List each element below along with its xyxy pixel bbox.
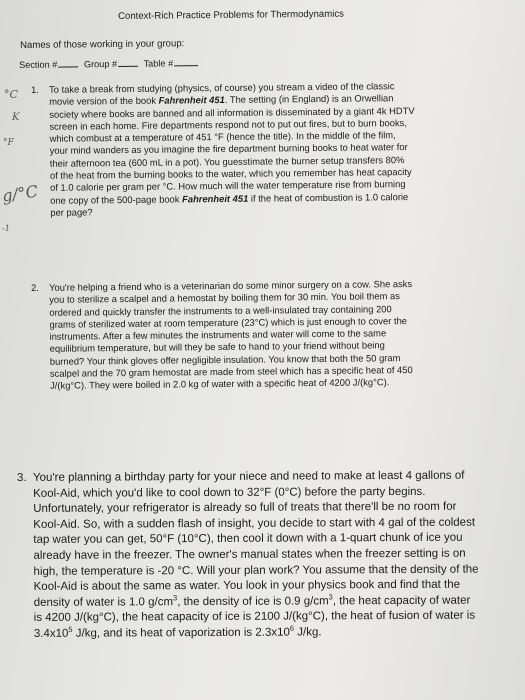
margin-note-mark: -1 [2,224,10,233]
group-label: Group # [83,58,118,70]
problem-1-number: 1. [31,83,39,95]
problem-2-line: J/(kg°C). They were boiled in 2.0 kg of water with a specific heat of 4200 J/(kg°C). [50,376,390,392]
problem-1-line: which combust at a temperature of 451 °F (hence the title). In the middle of the film, [49,129,396,144]
section-blank [58,57,78,67]
group-blank [118,57,138,67]
problem-2-text [49,278,413,392]
problem-3-line: Kool-Aid, which you'd like to cool down to 32°F (0°C) before the party begins. [33,485,426,500]
problem-2-line: you to sterilize a scalpel and a hemostat by boiling them for 30 min. You boil them as [49,290,400,306]
problem-1-line: per page? [50,206,93,218]
problem-2 [31,277,521,392]
problem-3-line: is 4200 J/(kg°C), the heat capacity of ice is 2100 J/(kg°C), the heat of fusion of water is [33,609,476,625]
problem-3-line: Kool-Aid is about the same as water. You look in your physics book and find that the [33,578,461,594]
vaporization-exponent: 6 [289,623,295,633]
problem-2-line: scalpel and the 70 gram hemostat are made from steel which has a specific heat of 450 [49,364,413,379]
problem-1-line: movie version of the book Fahrenheit 451. The setting (in England) is an Orwellian [49,92,394,108]
problem-2-number: 2. [31,281,39,293]
problem-1-line: To take a break from studying (physics, of course) you stream a video of the classic [48,80,395,95]
problem-3-number: 3. [17,471,27,484]
problem-1-line: one copy of the 500-page book Fahrenheit 451 if the heat of combustion is 1.0 calorie [50,190,409,206]
problem-3-line: You're planning a birthday party for your niece and need to make at least 4 gallons of [33,469,465,484]
problem-1-line: society where books are banned and all information is disseminated by a giant 4k HDTV [49,104,415,120]
table-blank [174,56,198,66]
density-text-c: , the heat capacity of water [332,594,471,608]
margin-note-celsius: °C [4,88,18,101]
problem-1-line: of 1.0 calorie per gram per °C. How much will the water temperature rise from burning [50,178,406,194]
problem-1-line: screen in each home. Fire departments respond not to put out fires, but to burn books, [49,116,407,132]
problem-2-line: grams of sterilized water at room temperature (23°C) which is just enough to cover the [49,314,408,330]
problem-3-text [33,469,479,643]
problem-3-line: already have in the freezer. The owner's manual states when the freezer setting is on [33,547,466,562]
problem-2-line: equilibrium temperature, but will they be safe to hand to your friend without being [49,339,385,355]
problem-1 [31,79,521,218]
book-title: Fahrenheit 451 [158,94,225,106]
units-text: J/kg. [294,626,322,639]
problem-3-line: high, the temperature is -20 °C. Will your plan work? You assume that the density of the [33,563,479,578]
problem-3-line: tap water you can get, 50°F (10°C), then cool it down with a 1-quart chunk of ice you [33,532,463,547]
problem-3-line: Kool-Aid. So, with a sudden flash of insight, you decide to start with 4 gal of the coldest [33,516,476,531]
problem-1-text [49,80,416,219]
problem-1-line: your mind wanders as you imagine the fire department burning books to heat water for [49,141,408,157]
density-exponent-2: 3 [328,592,333,602]
problem-2-line: instruments. After a few minutes the instruments and water will come to the same [49,327,387,342]
table-label: Table # [143,58,174,69]
group-names-prompt: Names of those working in your group: [20,38,185,51]
margin-note-fahrenheit: °F [3,138,14,148]
problem-3 [17,468,522,640]
problem-1-line: their afternoon tea (600 mL in a pot). You guesstimate the burner setup transfers 80% [49,153,405,169]
margin-note-kelvin: K [12,112,20,123]
fusion-exponent: 5 [68,624,73,634]
problem-1-line: of the heat from the burning books to the water, which you remember has heat capacity [49,166,412,181]
problem-2-line: You're helping a friend who is a veterinarian do some minor surgery on a cow. She asks [48,278,413,293]
problem-2-line: burned? Your think gloves offer negligible insulation. You know that both the 50 gram [49,351,401,367]
book-title: Fahrenheit 451 [182,192,249,205]
section-group-table-line [19,56,201,70]
problem-2-line: ordered and quickly transfer the instruments to a well-insulated tray containing 200 [49,302,392,318]
section-label: Section # [19,59,58,70]
problem-3-line: Unfortunately, your refrigerator is already so full of treats that there'll be no room for [33,500,457,516]
density-text-a: density of water is 1.0 g/cm [33,595,174,609]
vaporization-text: J/kg, and its heat of vaporization is 2.3x10 [72,626,290,640]
margin-note-gram-per-c: g/°C [0,181,40,206]
density-text-b: , the density of ice is 0.9 g/cm [177,595,329,608]
problem-3-line-fusion [34,625,479,643]
density-exponent-1: 3 [172,593,178,603]
fusion-text-a: 3.4x10 [33,627,69,640]
page-title: Context-Rich Practice Problems for Thermodynamics [118,8,344,22]
